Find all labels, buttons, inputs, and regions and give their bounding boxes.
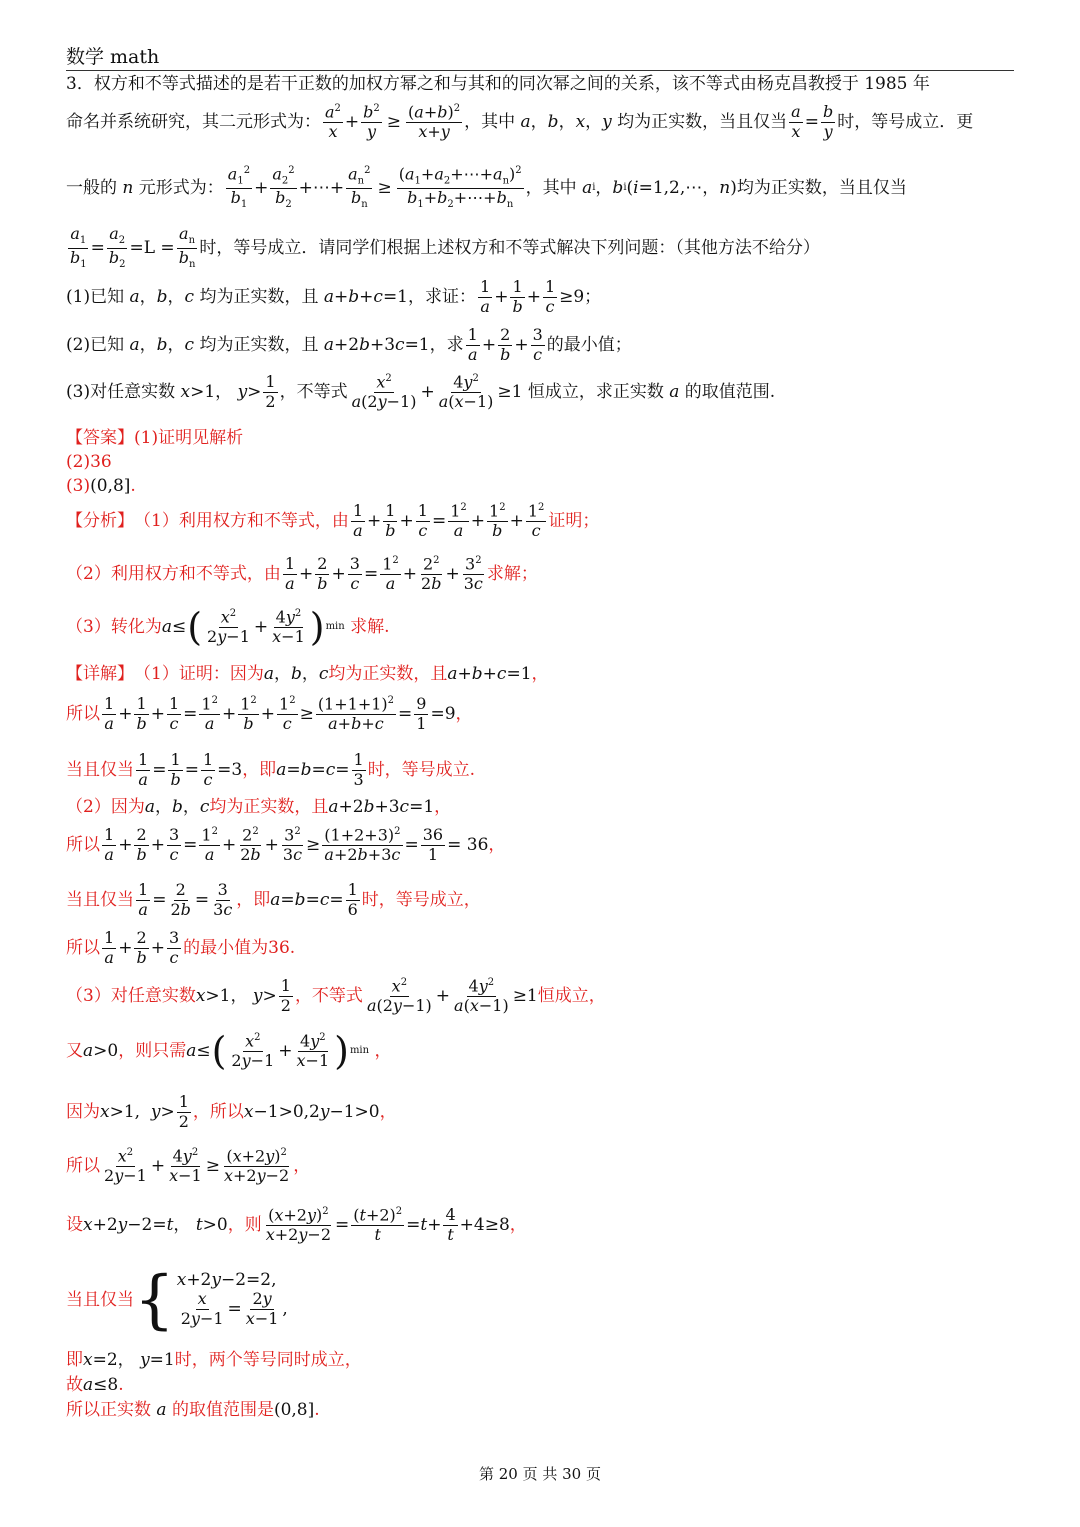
page-header: 数学 math — [66, 46, 160, 68]
detail-line-11: 所以 $x^2$ 2y−1 + $4y^2$ x−1 ≥ $(x+2y)^2$ x+2y−2 ， — [66, 1146, 311, 1186]
header-divider — [66, 70, 1014, 71]
problem-line-1: 3．权方和不等式描述的是若干正数的加权方幂之和与其和的同次幂之间的关系，该不等式由杨克昌教授于 1985 年 — [66, 74, 930, 94]
detail-line-4: （2）因为 a，b，c 均为正实数，且 a+2b+3c=1 ， — [66, 797, 452, 817]
question-1: (1)已知 a ， b ， c 均为正实数，且 a + b + c =1 ，求证： 1 a + 1 b + 1 c ≥9； — [66, 277, 602, 316]
detail-line-7: 所以 1 a + 2 b + 3 c 的最小值为36. — [66, 928, 296, 967]
detail-line-8: （3）对任意实数 x >1， y > 1 2 ，不等式 $x^2$ a(2y−1) + $4y^2$ a(x−1) ≥1 恒成立， — [66, 976, 606, 1016]
detail-line-16: 所以正实数 a 的取值范围是 (0,8] . — [66, 1400, 320, 1420]
answer-line-2: (2)36 — [66, 452, 112, 472]
question-3: (3)对任意实数 x >1， y > 1 2 ，不等式 $x^2$ a(2y−1) + $4y^2$ a(x−1) ≥1 恒成立，求正实数 a 的取值范围. — [66, 372, 776, 412]
detail-line-12: 设 x+2y−2=t， t>0 ，则 $(x+2y)^2$ x+2y−2 = $(t+2)^2$ t = t + 4 t +4≥8 ， — [66, 1205, 527, 1245]
detail-line-3: 当且仅当 1 a = 1 b = 1 c =3 ，即 a = b = c = 1 3 时，等号成立. — [66, 750, 476, 789]
detail-line-10: 因为 x >1, y > 1 2 ，所以 x−1>0,2y−1>0 ， — [66, 1092, 397, 1131]
problem-line-3: 一般的 n 元形式为： $a_1^2$ $b_1$ + $a_2^2$ $b_2$ +⋯+ $\frac{a_n^2}{b_n}$ ≥ $\frac{(a_1+a_2+\cdots+a_n)^2}{b_1+b_2+\cdots+b_n}$ ，其中 a i ， b i ( i =1,2,⋯， n ) 均为正实数，当且仅当 — [66, 164, 907, 211]
detail-line-2: 所以 1 a + 1 b + 1 c = $1^2$ a + $1^2$ b + $1^2$ c ≥ $(1+1+1)^2$ a+b+c = 9 1 =9 ， — [66, 694, 473, 734]
detail-line-14: 即 x=2， y=1 时，两个等号同时成立， — [66, 1350, 362, 1370]
problem-line-2: 命名并系统研究，其二元形式为： $a^2$ x + $\frac{b^2}{y}$ ≥ $\frac{(a+b)^2}{x+y}$ ，其中 a ， b ， x ， y 均为正实数，当且仅当 a x = b y 时，等号成立．更 — [66, 102, 974, 142]
page-footer: 第 20 页 共 30 页 — [478, 1465, 601, 1483]
detail-line-9: 又 a>0 ，则只需 a ≤ ( $x^2$ 2y−1 + $4y^2$ x−1 ) min ， — [66, 1029, 392, 1073]
problem-line-4: $a_1$ $b_1$ = $a_2$ $b_2$ =L = $a_n$ $b_n$ 时，等号成立．请同学们根据上述权方和不等式解决下列问题：（其他方法不给分） — [70, 224, 820, 270]
analysis-line-3: （3）转化为 a≤ ( $x^2$ 2y−1 + $\frac{4y^2}{x-1}$ ) min 求解. — [66, 605, 390, 649]
answer-line-1: 【答案】 (1)证明见解析 — [66, 428, 244, 448]
detail-line-15: 故 a≤8 . — [66, 1375, 124, 1395]
detail-line-6: 当且仅当 1 a = 2 2b = 3 3c ，即 a = b = c = 1 6 时，等号成立， — [66, 880, 481, 919]
detail-line-1: 【详解】 （1）证明：因为 a，b，c 均为正实数，且 a+b+c=1 ， — [66, 664, 549, 684]
analysis-line-1: 【分析】 （1）利用权方和不等式，由 1 a + $\frac{1}{b}$ + $\frac{1}{c}$ = $\frac{1^2}{a}$ + $\frac{1^2}{b}$ + $\frac{1^2}{c}$ 证明； — [66, 501, 600, 541]
detail-line-13: 当且仅当 { x+2y−2=2, x 2y−1 = 2y x−1 , — [66, 1263, 288, 1337]
question-2: (2)已知 a ， b ， c 均为正实数，且 a +2 b +3 c =1 ，求 1 a + 2 b + 3 c 的最小值； — [66, 325, 632, 364]
answer-line-3: (3) (0,8] . — [66, 476, 136, 496]
detail-line-5: 所以 1 a + 2 b + 3 c = $1^2$ a + $2^2$ 2b + $3^2$ 3c ≥ $(1+2+3)^2$ a+2b+3c = 36 1 = 36 ， — [66, 825, 506, 865]
analysis-line-2: （2）利用权方和不等式，由 1 a + $\frac{2}{b}$ + $\frac{3}{c}$ = $\frac{1^2}{a}$ + $\frac{2^2}{2b}$ + $\frac{3^2}{3c}$ 求解； — [66, 554, 538, 594]
